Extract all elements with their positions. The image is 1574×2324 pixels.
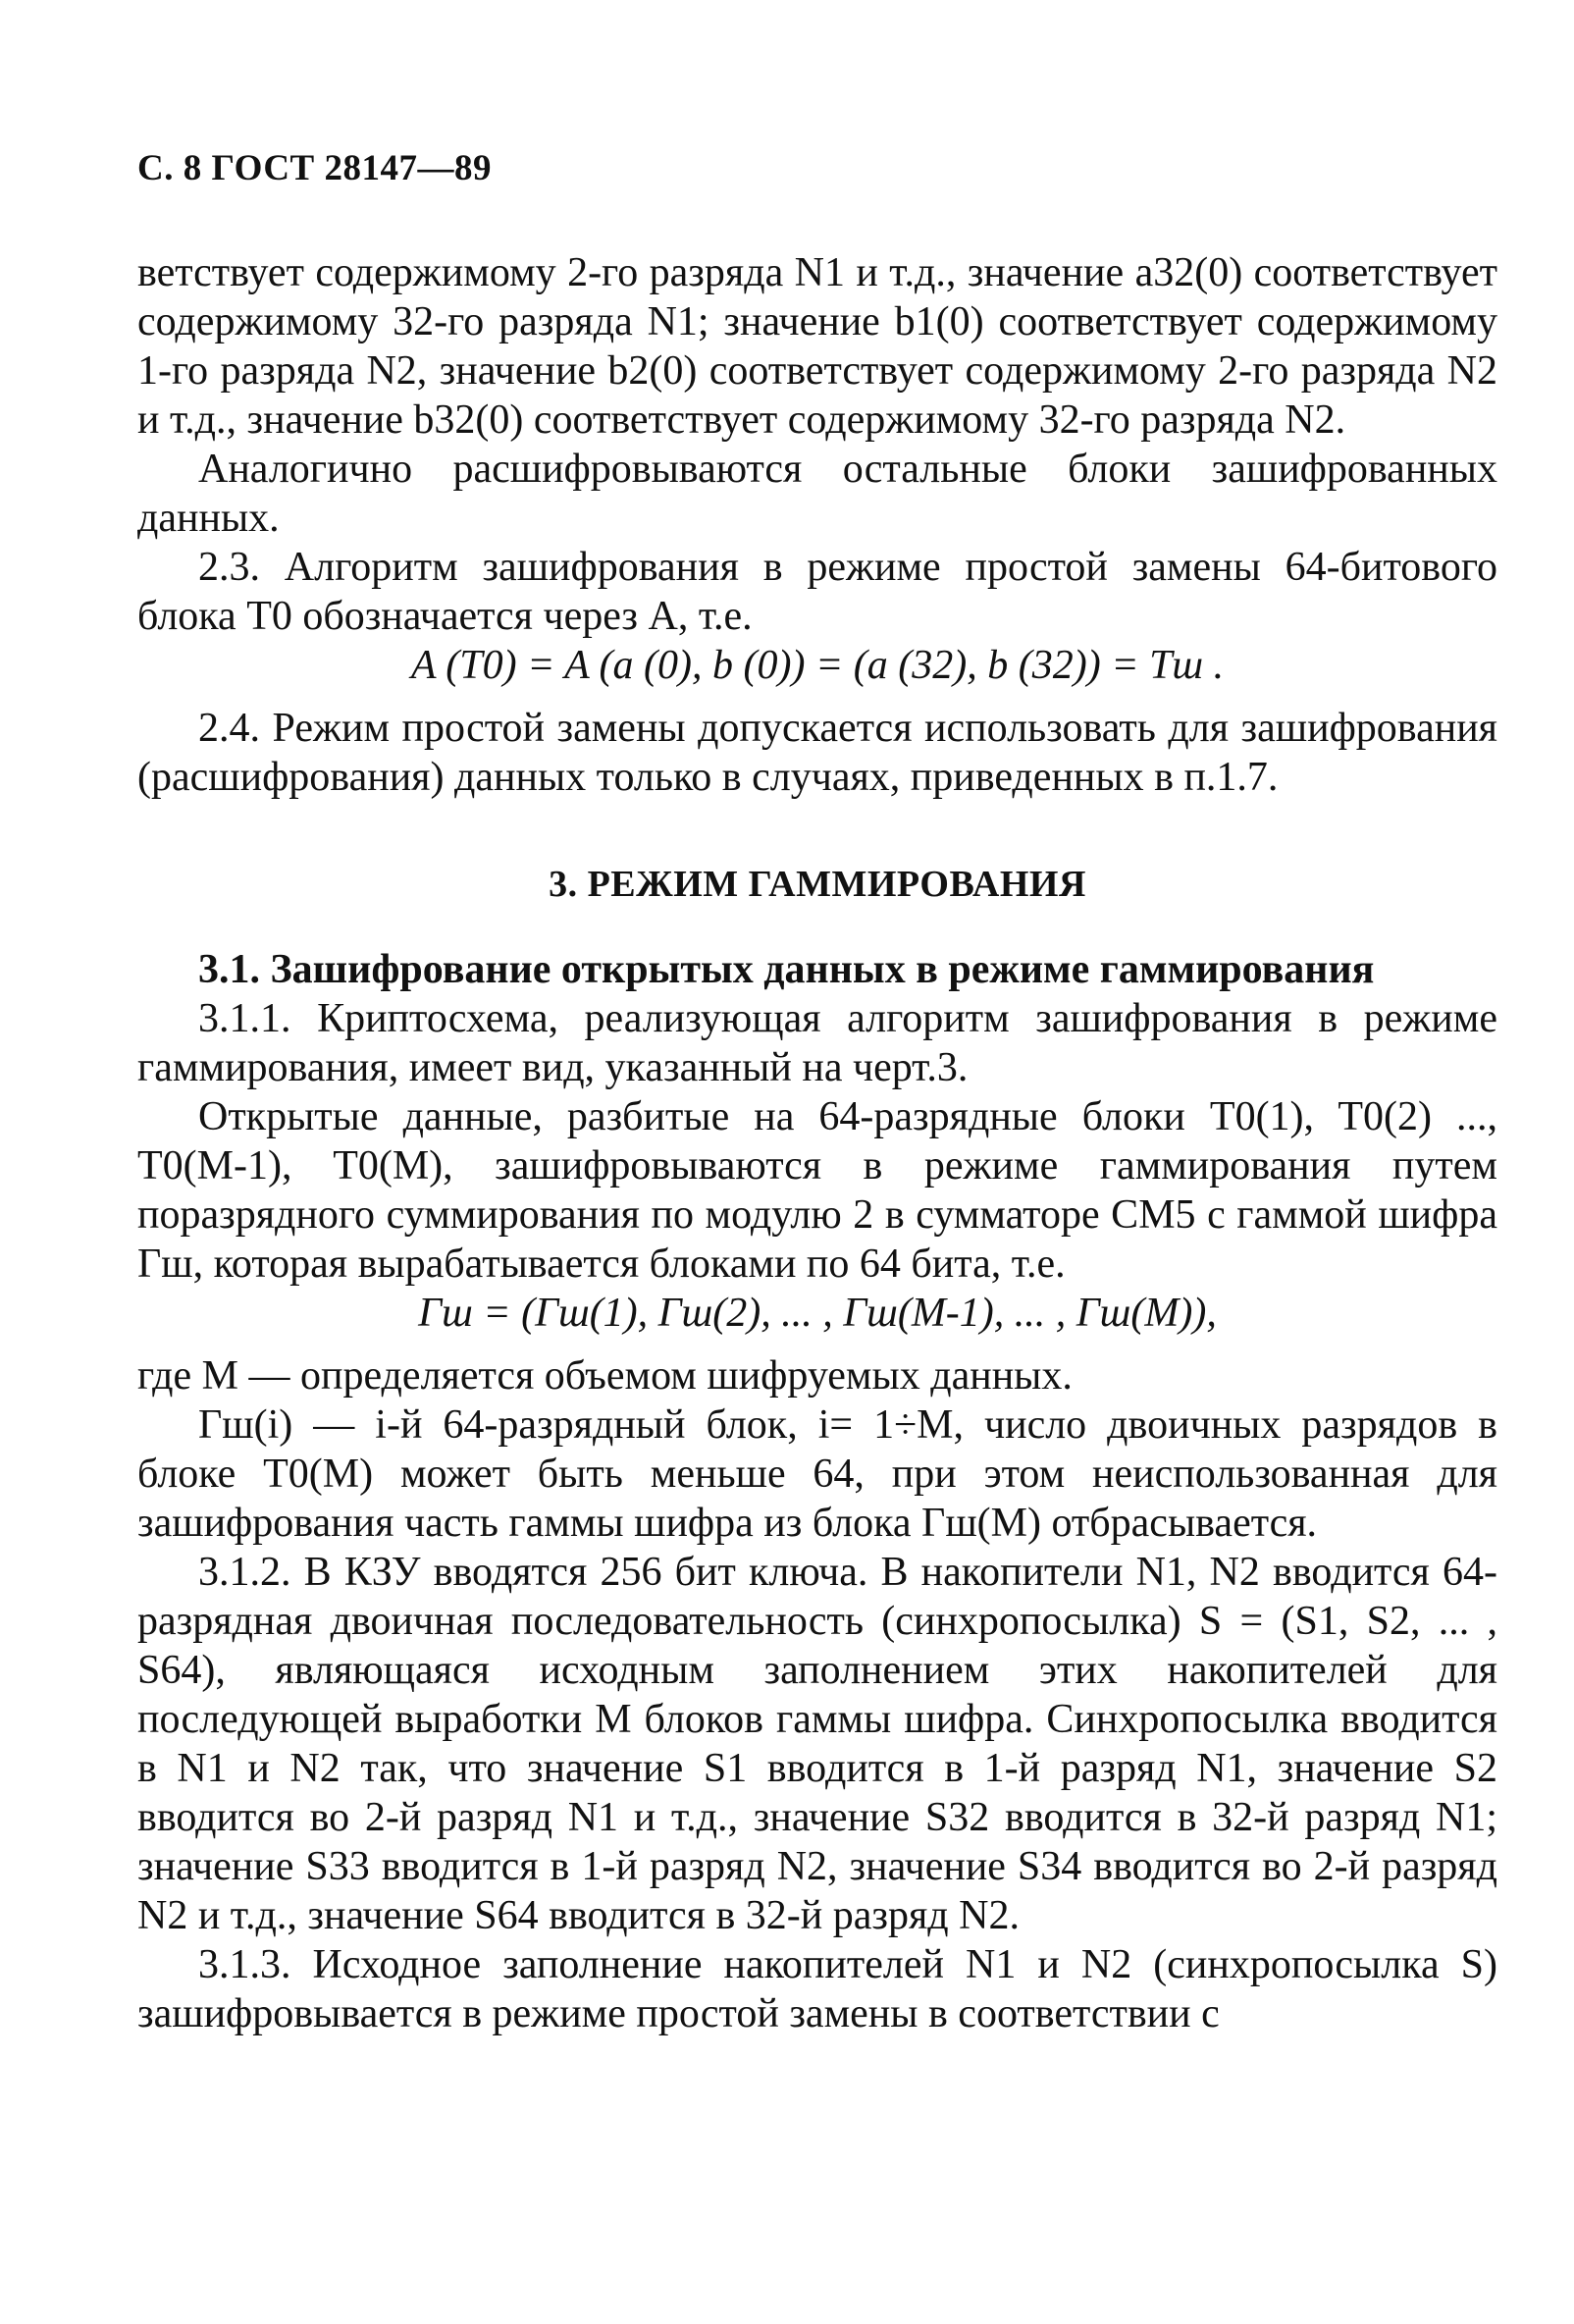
paragraph-where-m: где M — определяется объемом шифруемых данных. xyxy=(137,1353,1073,1399)
paragraph-2-4: 2.4. Режим простой замены допускается использовать для зашифрования (расшифрования) данных только в случаях, приведенных в п.1.7. xyxy=(137,706,1497,800)
section-heading: 3. РЕЖИМ ГАММИРОВАНИЯ xyxy=(549,864,1086,905)
formula-gamma: Гш = (Гш(1), Гш(2), ... , Гш(M-1), ... , Гш(M)), xyxy=(418,1291,1217,1336)
subsection-heading-3-1: 3.1. Зашифрование открытых данных в режиме гаммирования xyxy=(198,947,1375,992)
paragraph-open-data: Открытые данные, разбитые на 64-разрядные блоки T0(1), T0(2) ..., T0(M-1), T0(M), зашифровываются в режиме гаммирования путем поразрядного суммирования по модулю 2 в сумматоре СМ5 с гаммой шифра Гш, которая вырабатывается блоками по 64 бита, т.е. xyxy=(137,1094,1497,1287)
paragraph-3-1-1: 3.1.1. Криптосхема, реализующая алгоритм зашифрования в режиме гаммирования, имеет вид, указанный на черт.3. xyxy=(137,996,1497,1090)
paragraph-3-1-2: 3.1.2. В КЗУ вводятся 256 бит ключа. В накопители N1, N2 вводится 64-разрядная двоичная последовательность (синхропосылка) S = (S1, S2, ... , S64), являющаяся исходным заполнением этих накопителей для последующей выработки M блоков гаммы шифра. Синхропосылка вводится в N1 и N2 так, что значение S1 вводится в 1-й разряд N1, значение S2 вводится во 2-й разряд N1 и т.д., значение S32 вводится в 32-й разряд N1; значение S33 вводится в 1-й разряд N2, значение S34 вводится во 2-й разряд N2 и т.д., значение S64 вводится в 32-й разряд N2. xyxy=(137,1550,1497,1938)
paragraph-2-3: 2.3. Алгоритм зашифрования в режиме простой замены 64-битового блока T0 обозначается через A, т.е. xyxy=(137,545,1497,639)
page-header: С. 8 ГОСТ 28147—89 xyxy=(137,148,492,188)
paragraph-decryption: Аналогично расшифровываются остальные блоки зашифрованных данных. xyxy=(137,447,1497,541)
paragraph-3-1-3: 3.1.3. Исходное заполнение накопителей N1 и N2 (синхропосылка S) зашифровывается в режиме простой замены в соответствии с xyxy=(137,1942,1497,2036)
paragraph-gamma-block: Гш(i) — i-й 64-разрядный блок, i= 1÷M, число двоичных разрядов в блоке T0(M) может быть меньше 64, при этом неиспользованная для зашифрования часть гаммы шифра из блока Гш(M) отбрасывается. xyxy=(137,1402,1497,1546)
formula-simple-replacement: A (T0) = A (a (0), b (0)) = (a (32), b (32)) = Tш . xyxy=(410,643,1225,688)
paragraph-continuation: ветствует содержимому 2-го разряда N1 и т.д., значение a32(0) соответствует содержимому 32-го разряда N1; значение b1(0) соответствует содержимому 1-го разряда N2, значение b2(0) соответствует содержимому 2-го разряда N2 и т.д., значение b32(0) соответствует содержимому 32-го разряда N2. xyxy=(137,250,1497,443)
